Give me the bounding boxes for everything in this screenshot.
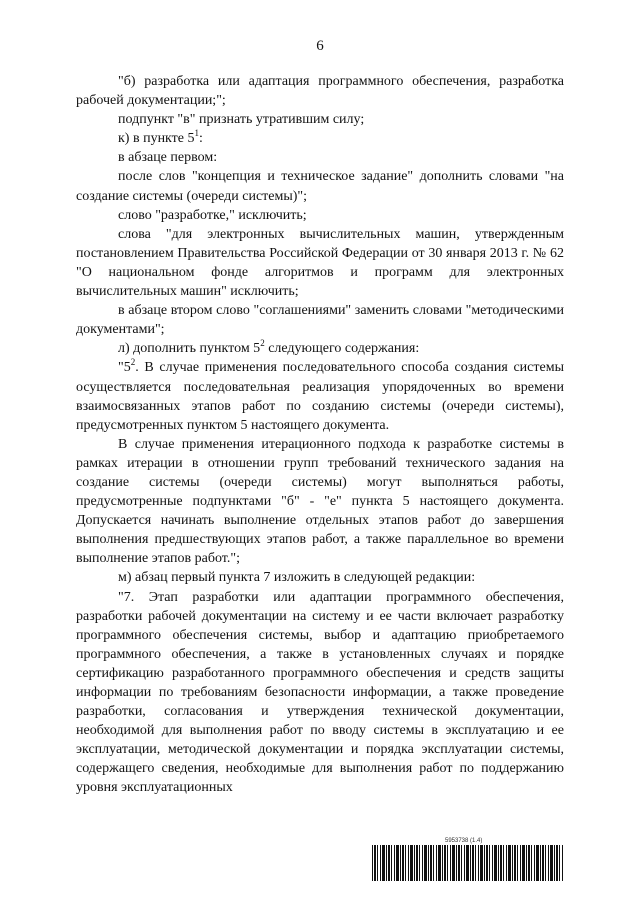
superscript: 1 (194, 127, 200, 138)
paragraph: слово "разработке," исключить; (118, 207, 307, 223)
document-body (76, 72, 564, 798)
paragraph-text: следующего содержания: (264, 341, 420, 357)
paragraph (76, 358, 564, 434)
paragraph (76, 339, 564, 358)
paragraph-text: "5 (118, 360, 131, 376)
paragraph: после слов "концепция и техническое задание" дополнить словами "на создание системы (очереди системы)"; (76, 169, 564, 204)
paragraph: в абзаце первом: (118, 150, 218, 166)
barcode-image (372, 845, 564, 881)
paragraph (76, 129, 564, 148)
paragraph: "б) разработка или адаптация программного обеспечения, разработка рабочей документации;"; (76, 74, 564, 109)
paragraph: подпункт "в" признать утратившим силу; (118, 112, 365, 128)
paragraph: в абзаце втором слово "соглашениями" заменить словами "методическими документами"; (76, 303, 564, 338)
paragraph: м) абзац первый пункта 7 изложить в следующей редакции: (118, 570, 476, 586)
paragraph: слова "для электронных вычислительных машин, утвержденным постановлением Правительства Российской Федерации от 30 января 2013 г. № 62 "О национальном фонде алгоритмов и программ для электронных вычислительных машин" исключить; (76, 226, 564, 300)
superscript: 2 (130, 356, 136, 367)
superscript: 2 (260, 337, 265, 348)
paragraph-text: л) дополнить пунктом 5 (118, 341, 261, 357)
document-code: 5953738 (1.4) (445, 838, 483, 844)
page-number: 6 (316, 38, 324, 54)
paragraph: В случае применения итерационного подхода к разработке системы в рамках итерации в отношении групп требований технического задания на создание системы (очереди системы) могут выполняться работы, предусмотренные подпунктами "б" - "е" пункта 5 настоящего документа. Допускается начинать выполнение отдельных этапов работ до завершения выполнения предшествующих этапов работ, а также параллельное во времени выполнение этапов работ."; (76, 436, 564, 567)
paragraph-text: к) в пункте 5 (118, 131, 195, 147)
paragraph-text: . В случае применения последовательного способа создания системы осуществляется последовательная реализация упорядоченных во времени взаимосвязанных этапов работ по созданию системы (очереди системы), предусмотренных пунктом 5 настоящего документа. (76, 360, 564, 433)
paragraph-text: : (199, 131, 203, 147)
paragraph: "7. Этап разработки или адаптации программного обеспечения, разработки рабочей документации на систему и ее части включает разработку программного обеспечения системы, выбор и адаптацию приобретаемого программного обеспечения, а также в установленных случаях и порядке сертификацию разработанного программного обеспечения и средств защиты информации по требованиям безопасности информации, а также проведение разработки, согласования и утверждения технической документации, необходимой для выполнения работ по вводу системы в эксплуатацию и ее эксплуатации, методической документации и порядка эксплуатации системы, содержащего сведения, необходимые для выполнения работ по поддержанию уровня эксплуатационных (76, 589, 564, 796)
